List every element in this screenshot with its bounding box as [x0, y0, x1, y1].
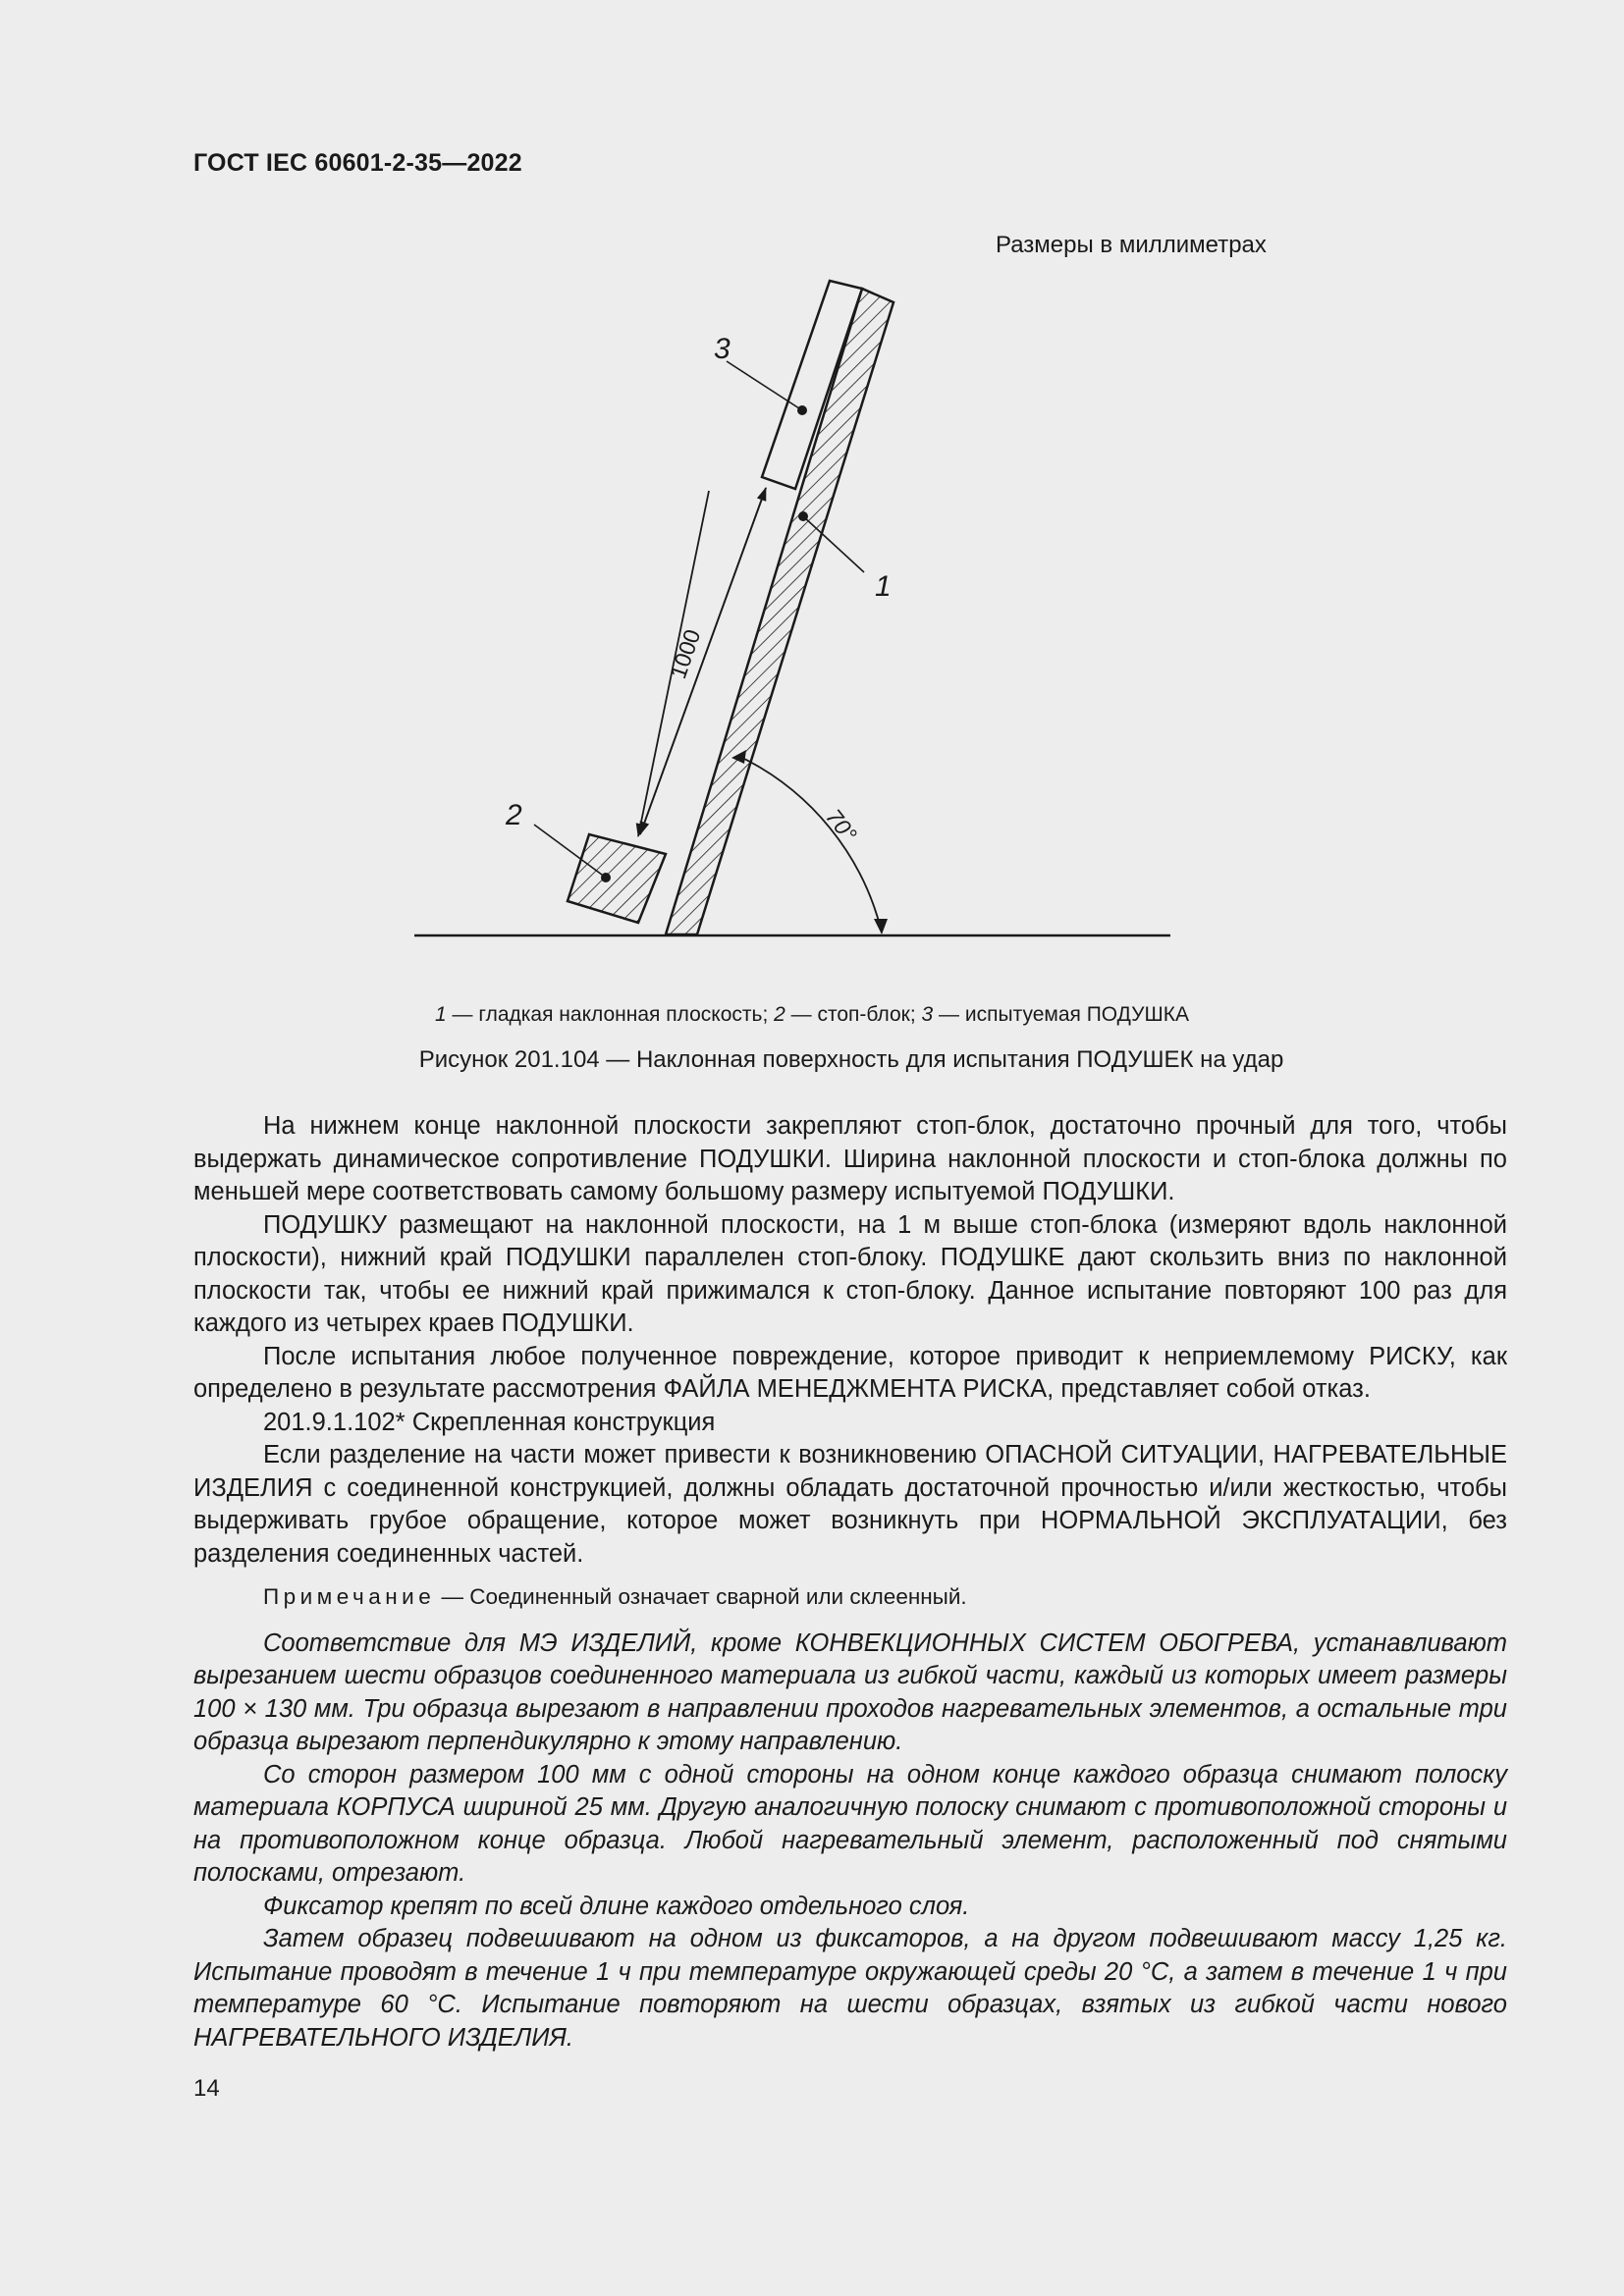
legend-num-2: 2	[774, 1003, 785, 1026]
paragraph-8: Фиксатор крепят по всей длине каждого отдельного слоя.	[263, 1892, 970, 1920]
angle-arrow-bottom	[874, 919, 888, 934]
figure-legend	[0, 1003, 1624, 1027]
section-heading: 201.9.1.102* Скрепленная конструкция	[263, 1408, 716, 1436]
inclined-plane-figure	[0, 0, 1624, 982]
units-note: Размеры в миллиметрах	[996, 232, 1267, 258]
dimension-1000-label: 1000	[665, 625, 706, 682]
dot-3	[797, 405, 807, 415]
paragraph-9: Затем образец подвешивают на одном из фиксаторов, а на другом подвешивают массу 1,25 кг. Испытание проводят в течение 1 ч при температуре окружающей среды 20 °С, а затем в течение 1 ч при температуре 60 °С. Испытание повторяют на шести образцах, взятых из гибкой части нового НАГРЕВАТЕЛЬНОГО ИЗДЕЛИЯ.	[193, 1925, 1507, 2052]
stop-block	[568, 834, 666, 923]
legend-text-2: — стоп-блок;	[785, 1003, 922, 1026]
paragraph-2: ПОДУШКУ размещают на наклонной плоскости, на 1 м выше стоп-блока (измеряют вдоль наклонной плоскости), нижний край ПОДУШКИ параллелен стоп-блоку. ПОДУШКЕ дают скользить вниз по наклонной плоскости так, чтобы ее нижний край прижимался к стоп-блоку. Данное испытание повторяют 100 раз для каждого из четырех краев ПОДУШКИ.	[193, 1210, 1507, 1337]
document-header: ГОСТ IEC 60601-2-35—2022	[193, 149, 522, 177]
body-text	[193, 1110, 1507, 2055]
legend-num-3: 3	[921, 1003, 934, 1026]
dot-1	[798, 511, 808, 521]
inclined-plane	[666, 289, 893, 934]
legend-num-1: 1	[435, 1003, 447, 1026]
paragraph-7: Со сторон размером 100 мм с одной стороны на одном конце каждого образца снимают полоску материала КОРПУСА шириной 25 мм. Другую аналогичную полоску снимают с противоположной стороны и на противоположном конце образца. Любой нагревательный элемент, расположенный под снятыми полосками, отрезают.	[193, 1760, 1507, 1887]
paragraph-5: Если разделение на части может привести к возникновению ОПАСНОЙ СИТУАЦИИ, НАГРЕВАТЕЛЬНЫЕ ИЗДЕЛИЯ с соединенной конструкцией, должны обладать достаточной прочностью и/или жесткостью, чтобы выдерживать грубое обращение, которое может возникнуть при НОРМАЛЬНОЙ ЭКСПЛУАТАЦИИ, без разделения соединенных частей.	[193, 1441, 1507, 1568]
note-label: Примечание	[263, 1584, 436, 1609]
label-3: 3	[714, 333, 731, 365]
page-number: 14	[193, 2075, 220, 2102]
dimension-arrow-bottom	[640, 488, 766, 834]
paragraph-1: На нижнем конце наклонной плоскости закрепляют стоп-блок, достаточно прочный для того, чтобы выдержать динамическое сопротивление ПОДУШКИ. Ширина наклонной плоскости и стоп-блока должны по меньшей мере соответствовать самому большому размеру испытуемой ПОДУШКИ.	[193, 1112, 1507, 1205]
figure-caption: Рисунок 201.104 — Наклонная поверхность для испытания ПОДУШЕК на удар	[418, 1046, 1284, 1073]
angle-arc	[738, 756, 882, 933]
angle-label: 70°	[821, 804, 862, 847]
legend-text-1: — гладкая наклонная плоскость;	[446, 1003, 775, 1026]
dot-2	[601, 873, 611, 882]
label-2: 2	[506, 799, 522, 831]
label-1: 1	[875, 570, 892, 603]
legend-text-3: — испытуемая ПОДУШКА	[933, 1003, 1189, 1026]
paragraph-6: Соответствие для МЭ ИЗДЕЛИЙ, кроме КОНВЕКЦИОННЫХ СИСТЕМ ОБОГРЕВА, устанавливают вырезанием шести образцов соединенного материала из гибкой части, каждый из которых имеет размеры 100 × 130 мм. Три образца вырезают в направлении проходов нагревательных элементов, а остальные три образца вырезают перпендикулярно к этому направлению.	[193, 1629, 1507, 1755]
paragraph-3: После испытания любое полученное повреждение, которое приводит к неприемлемому РИСКУ, как определено в результате рассмотрения ФАЙЛА МЕНЕДЖМЕНТА РИСКА, представляет собой отказ.	[193, 1342, 1507, 1403]
leader-3	[727, 361, 802, 410]
note	[193, 1580, 1507, 1614]
note-text: — Соединенный означает сварной или склеенный.	[435, 1584, 967, 1609]
